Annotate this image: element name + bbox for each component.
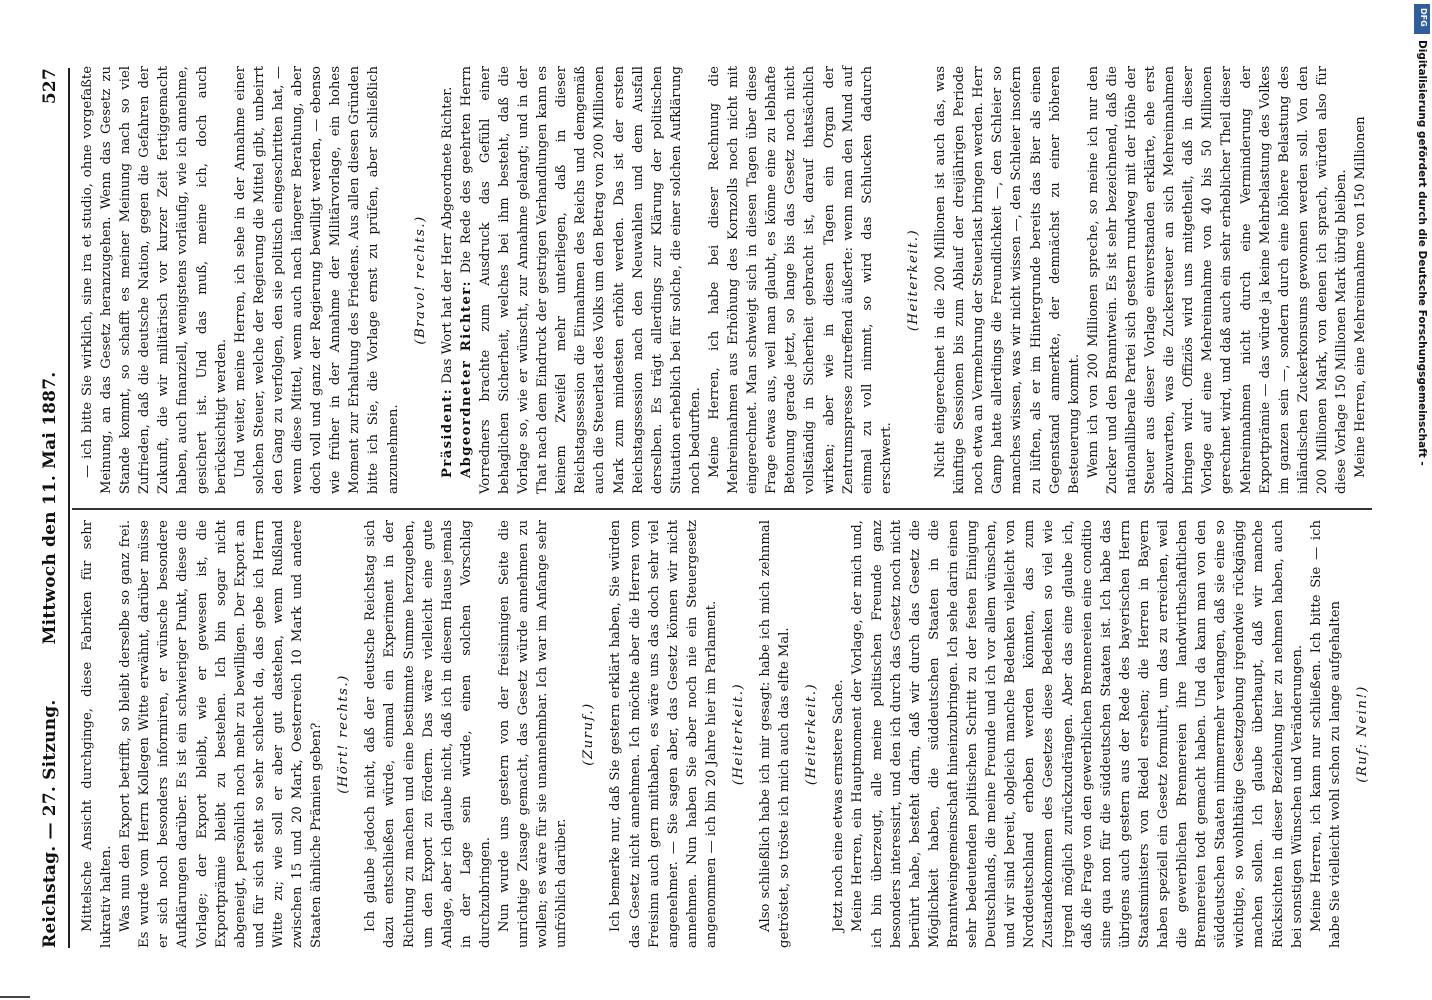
right-column <box>78 66 1370 494</box>
paragraph: Meine Herren, ich habe bei dieser Rechnung die Mehreinnahmen aus Erhöhung des Kornzolls noch nicht mit eingerechnet. Man schweigt sich in diesen Tagen über diese Frage etwas aus, weil man glaubt, es könne eine zu lebhafte Betonung gerade jetzt, so lange bis das Gesetz noch nicht vollständig in Sicherheit gebracht ist, darauf thatsächlich wirken; aber wie in diesen Tagen ein Organ der Zentrumspresse zutreffend äußerte: wenn man den Mund auf einmal zu voll nimmt, so wird das Schlucken dadurch erschwert. <box>707 66 894 494</box>
paragraph: Wenn ich von 200 Millionen spreche, so meine ich nur den Zucker und den Branntwein. Es ist sehr bezeichnend, daß die nationalliberale Partei sich gestern rundweg mit der Höhe der Steuer aus dieser Vorlage einverstanden erklärte, ehe erst abzuwarten, was die Zuckersteuer an sich Mehreinnahmen bringen wird. Offiziös wird uns mitgetheilt, daß in dieser Vorlage auf eine Mehreinnahme von 40 bis 50 Millionen gerechnet wird, und daß auch ein sehr erheblicher Theil dieser Mehreinnahmen nicht durch eine Verminderung der Exportprämie — das würde ja keine Mehrbelastung des Volkes im ganzen sein —, sondern durch eine höhere Belastung des inländischen Zuckerkonsums gewonnen werden soll. Von den 200 Millionen Mark, von denen ich sprach, würden also für diese Vorlage 150 Millionen Mark übrig bleiben. <box>1085 66 1349 494</box>
paragraph: Meine Herren, ich kann nur schließen. Ich bitte Sie — ich habe Sie vielleicht wohl schon zu lange aufgehalten <box>1308 520 1343 948</box>
paragraph: Mittelsche Ansicht durchginge, diese Fabriken für sehr lukrativ halten. <box>80 520 115 948</box>
paragraph: Meine Herren, eine Mehreinnahme von 150 Millionen <box>1353 116 1369 478</box>
header-session: Reichstag. — 27. Sitzung. <box>40 699 60 948</box>
speaker-paragraph <box>438 66 457 494</box>
column-divider <box>72 508 1372 510</box>
credit-text: Digitalisierung gefördert durch die Deutsche Forschungsgemeinschaft - <box>1416 40 1428 466</box>
paragraph: Nicht eingerechnet in die 200 Millionen ist auch das, was künftige Sessionen bis zum Ablauf der dreijährigen Periode noch etwa an Vermehrung der Steuerlast bringen werden. Herr Gamp hatte allerdings die Freundlichkeit —, den Schleier so manches wissen, was wir nicht wissen —, den Schleier insofern zu lüften, als er im Hintergrunde bereits das Bier als einen Gegenstand anmerkte, der demnächst zu einer höheren Besteuerung kommt. <box>933 66 1082 494</box>
stage-direction: (Heiterkeit.) <box>731 682 746 786</box>
paragraph: Nun wurde uns gestern von der freisinnigen Seite die unrichtige Zusage gemacht, das Gesetz würde annehmen zu wollen; es wäre für sie unannehmbar. Ich war im Anfange sehr unfröhlich darüber. <box>496 520 570 948</box>
stage-direction: (Bravo! rechts.) <box>412 215 428 345</box>
header-page-number: 527 <box>40 68 60 105</box>
paragraph: — ich bitte Sie wirklich, sine ira et studio, ohne vorgefaßte Meinung, an das Gesetz heranzugehen. Wenn das Gesetz zu Stande kommt, so schafft es meiner Meinung nach so viel Zufrieden, daß die deutsche Nation, gegen die Gefahren der Zukunft, die wir militärisch vor kurzer Zeit fertiggemacht haben, auch finanziell, wenigstens vorläufig, wie ich annehme, gesichert ist. Und das muß, meine ich, doch auch berücksichtigt werden. <box>80 66 229 494</box>
dfg-logo-text: DFG <box>1419 8 1428 27</box>
paragraph: Und weiter, meine Herren, ich sehe in der Annahme einer solchen Steuer, welche der Regierung die Mittel gibt, unbeirrt den Gang zu verfolgen, den sie politisch eingeschritten hat, — wenn diese Mittel, wenn auch nach längerer Berathung, aber doch voll und ganz der Regierung bewilligt werden, — ebenso wie früher in der Annahme der Militärvorlage, ein hohes Moment zur Erhaltung des Friedens. Aus allen diesen Gründen bitte ich Sie, die Vorlage ernst zu prüfen, aber schließlich anzunehmen. <box>232 66 401 494</box>
paragraph: Also schließlich habe ich mir gesagt: habe ich mich zehnmal getröstet, so tröste ich mich auch das elfte Mal. <box>758 520 793 948</box>
paragraph: Ich bemerke nur, daß Sie gestern erklärt haben, Sie würden das Gesetz nicht annehmen. Ich möchte aber die Herren vom Freisinn auch gern mithaben, es wäre uns das doch sehr viel angenehmer. — Sie sagen aber, das Gesetz können wir nicht annehmen. Nun haben Sie aber noch nie ein Steuergesetz angenommen — ich bin 20 Jahre hier im Parlament. <box>608 520 719 948</box>
stage-direction: (Hört! rechts.) <box>336 674 352 794</box>
speaker-name: Präsident: <box>439 387 455 478</box>
speech-text: Das Wort hat der Herr Abgeordnete Richter. <box>439 86 455 388</box>
page-header <box>36 68 70 948</box>
paragraph: Jetzt noch eine etwas ernstere Sache. <box>831 679 847 932</box>
stage-direction: (Zuruf.) <box>581 702 597 766</box>
left-column <box>78 520 1380 948</box>
stage-direction: (Heiterkeit.) <box>905 228 921 332</box>
speech-text: Die Rede des geehrten Herrn Vorredners brachte zum Ausdruck das Gefühl einer behaglichen Sicherheit, welches bei ihm besteht, daß die Vorlage so, wie er wünscht, zur Annahme gelangt; und in der That nach dem Eindruck der gestrigen Verhandlungen kann es keinem Zweifel mehr unterliegen, daß in dieser Reichstagssession die Einnahmen des Reichs und demgemäß auch die Steuerlast des Volks um den Betrag von 200 Millionen Mark zum mindesten erhöht werden. Das ist der ersten Reichstagssession nach den Neuwahlen und dem Ausfall derselben. Es trägt allerdings zur Klärung der politischen Situation erheblich bei für solche, die einer solchen Aufklärung noch bedurften. <box>458 66 703 494</box>
paragraph: Was nun den Export betrifft, so bleibt derselbe so ganz frei. Es wurde vom Herrn Kollegen Witte erwähnt, darüber müsse er sich noch besonders informiren, er wünsche besondere Aufklärungen darüber. Es ist ein schwieriger Punkt, diese die Vorlage; der Export bleibt, wie er gewesen ist, die Exportprämie bleibt zu bestehen. Ich bin sogar nicht abgeneigt, persönlich noch mehr zu bewilligen. Der Export an und für sich steht so sehr schlecht da, das gebe ich Herrn Witte zu; wie soll er aber gut dastehen, wenn Rußland zwischen 15 und 20 Mark, Oesterreich 10 Mark und andere Staaten ähnliche Prämien geben? <box>118 520 325 948</box>
scan-edge-mark <box>0 996 30 998</box>
paragraph: Meine Herren, ein Hauptmoment der Vorlage, der mich und, ich bin überzeugt, alle meine politischen Freunde ganz besonders interessirt, und den ich durch das Gesetz noch nicht berührt habe, besteht darin, daß wir durch das Gesetz die Möglichkeit haben, die süddeutschen Staaten in die Branntweingemeinschaft hineinzubringen. Ich sehe darin einen sehr bedeutenden politischen Schritt zu der festen Einigung Deutschlands, die meine Freunde und ich vor allem wünschen, und wir sind bereit, obgleich manche Bedenken vielleicht von Norddeutschland erhoben werden könnten, das zum Zustandekommen des Gesetzes diese Bedenken so viel wie irgend möglich zurückzudrängen. Aber das eine glaube ich, daß die Frage von den gewerblichen Brennereien eine conditio sine qua non für die süddeutschen Staaten ist. Ich habe das übrigens auch gestern aus der Rede des bayerischen Herrn Staatsministers von Riedel ersehen; die Herren in Bayern haben speziell ein Gesetz formulirt, um das zu erreichen, weil die gewerblichen Brennereien ihre landwirthschaftlichen Brennereien todt gemacht haben. Und da kann man von den süddeutschen Staaten nimmermehr verlangen, daß sie eine so wichtige, so wohlthätige Gesetzgebung irgendwie rückgängig machen sollen. Ich glaube überhaupt, daß wir manche Rücksichten in dieser Beziehung hier zu nehmen haben, auch bei sonstigen Wünschen und Veränderungen. <box>850 520 1305 948</box>
speaker-paragraph <box>457 66 705 494</box>
stage-direction: (Heiterkeit.) <box>804 682 820 786</box>
dfg-logo <box>1414 4 1430 34</box>
header-date: Mittwoch den 11. Mai 1887. <box>40 371 60 645</box>
speaker-name: Abgeordneter Richter: <box>458 280 474 478</box>
paragraph: Ich glaube jedoch nicht, daß der deutsche Reichstag sich dazu entschließen würde, einmal ein Experiment in der Richtung zu machen und eine bestimmte Summe herzugeben, um den Export zu fördern. Das wäre vielleicht eine gute Anlage, aber ich glaube nicht, daß ich in diesem Hause jemals in der Lage sein würde, einen solchen Vorschlag durchzubringen. <box>363 520 493 948</box>
digitization-credit <box>1414 40 1432 980</box>
stage-direction: (Ruf: Nein!) <box>1354 685 1370 783</box>
